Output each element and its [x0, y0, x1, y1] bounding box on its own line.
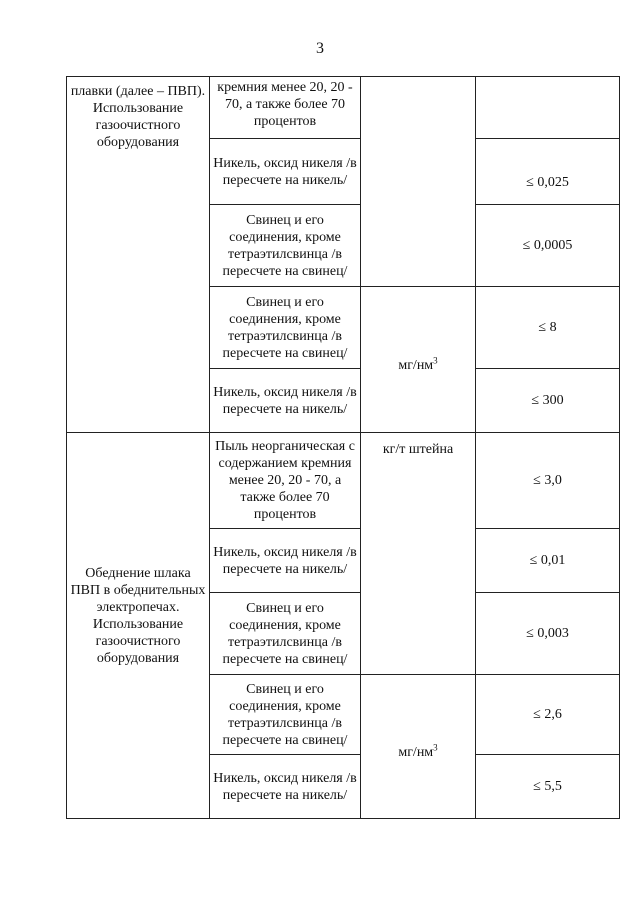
substance-cell: Свинец и его соединения, кроме тетраэтилсвинца /в пересчете на свинец/	[210, 593, 361, 675]
value-cell: ≤ 8	[476, 287, 620, 369]
value-cell: ≤ 0,01	[476, 529, 620, 593]
table-row	[67, 433, 620, 529]
unit-base: мг/нм	[398, 358, 434, 373]
substance-cell: Никель, оксид никеля /в пересчете на никель/	[210, 529, 361, 593]
value-cell: ≤ 0,003	[476, 593, 620, 675]
value-cell: ≤ 0,0005	[476, 205, 620, 287]
page-number: 3	[316, 40, 324, 57]
unit-cell	[361, 675, 476, 819]
unit-cell: кг/т штейна	[361, 433, 476, 675]
value-cell	[476, 77, 620, 139]
substance-cell: Никель, оксид никеля /в пересчете на никель/	[210, 755, 361, 819]
unit-superscript: 3	[433, 355, 438, 366]
value-cell: ≤ 3,0	[476, 433, 620, 529]
substance-cell: кремния менее 20, 20 - 70, а также более 70 процентов	[210, 77, 361, 139]
substance-cell: Свинец и его соединения, кроме тетраэтилсвинца /в пересчете на свинец/	[210, 205, 361, 287]
unit-base: мг/нм	[398, 745, 434, 760]
value-cell: ≤ 5,5	[476, 755, 620, 819]
process-cell: плавки (далее – ПВП). Использование газоочистного оборудования	[67, 77, 210, 433]
emission-standards-table	[66, 76, 620, 819]
value-cell: ≤ 300	[476, 369, 620, 433]
process-cell: Обеднение шлака ПВП в обеднительных электропечах. Использование газоочистного оборудования	[67, 433, 210, 819]
substance-cell: Свинец и его соединения, кроме тетраэтилсвинца /в пересчете на свинец/	[210, 287, 361, 369]
unit-cell	[361, 287, 476, 433]
substance-cell: Никель, оксид никеля /в пересчете на никель/	[210, 369, 361, 433]
substance-cell: Никель, оксид никеля /в пересчете на никель/	[210, 139, 361, 205]
substance-cell: Пыль неорганическая с содержанием кремния менее 20, 20 - 70, а также более 70 процентов	[210, 433, 361, 529]
value-cell: ≤ 0,025	[476, 139, 620, 205]
unit-cell-blank	[361, 77, 476, 287]
unit-superscript: 3	[433, 742, 438, 753]
substance-cell: Свинец и его соединения, кроме тетраэтилсвинца /в пересчете на свинец/	[210, 675, 361, 755]
value-cell: ≤ 2,6	[476, 675, 620, 755]
table-row	[67, 77, 620, 139]
